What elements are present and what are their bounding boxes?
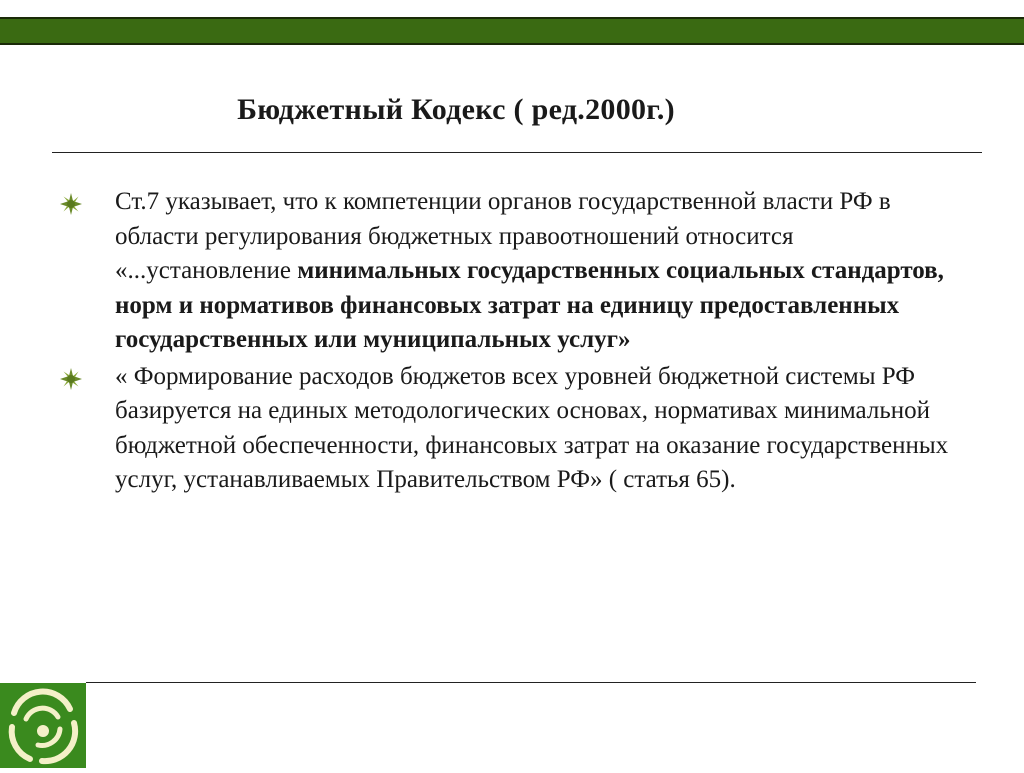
bullet-1-text: Ст.7 указывает, что к компетенции органов государственной власти РФ в области регулирования бюджетных правоотношений относится «...установление <box>115 188 891 284</box>
starburst-bullet-icon <box>60 368 82 390</box>
slide-content <box>60 185 960 500</box>
slide-title: Бюджетный Кодекс ( ред.2000г.) <box>237 93 675 126</box>
starburst-bullet-icon <box>60 193 82 215</box>
bullet-1-bold-text: минимальных государственных социальных стандартов, норм и нормативов финансовых затрат на единицу предоставленных государственных или муниципальных услуг» <box>115 257 944 353</box>
logo-graphic <box>0 683 86 768</box>
bullet-2-text: « Формирование расходов бюджетов всех уровней бюджетной системы РФ базируется на единых методологических основах, нормативах минимальной бюджетной обеспеченности, финансовых затрат на оказание государственных услуг, устанавливаемых Правительством РФ» ( статья 65). <box>115 362 949 493</box>
swirl-logo-icon <box>0 683 86 768</box>
bullet-item-1 <box>60 185 960 358</box>
top-banner-bar <box>0 17 1024 45</box>
footer-divider <box>86 682 976 683</box>
title-divider <box>52 152 982 153</box>
bullet-item-2 <box>60 360 960 498</box>
